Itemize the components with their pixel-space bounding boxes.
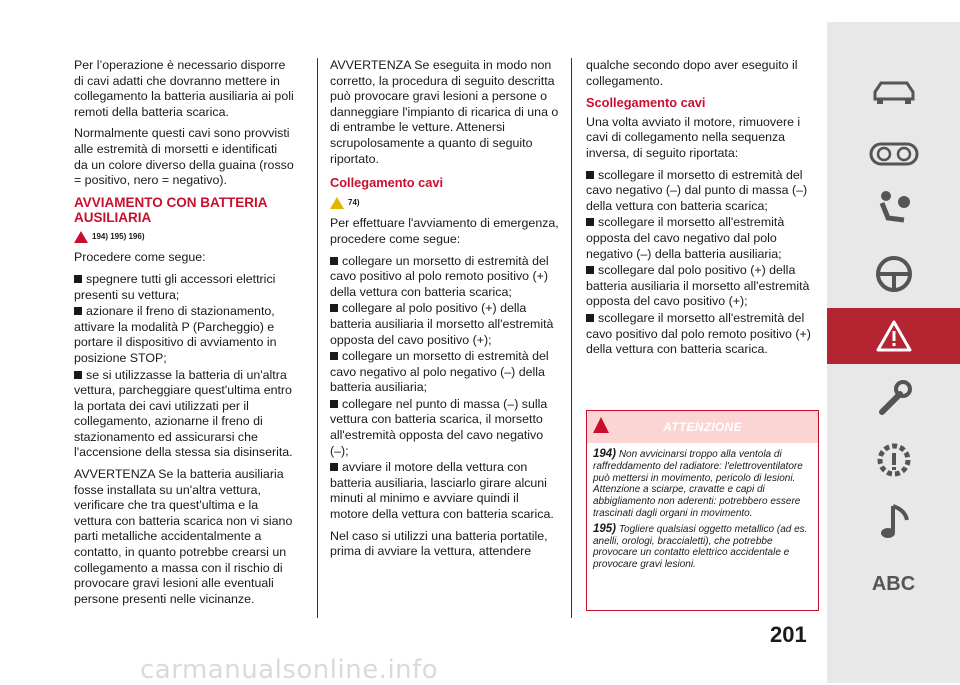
paragraph: Nel caso si utilizzi una batteria portatile, prima di avviare la vettura, attendere xyxy=(330,528,548,559)
paragraph: Normalmente questi cavi sono provvisti alle estremità di morsetti e identificati da un colore diverso della guaina (rosso = positivo, nero = negativo). xyxy=(74,126,294,188)
music-note-icon[interactable] xyxy=(827,494,960,550)
watermark: carmanualsonline.info xyxy=(140,655,439,685)
warning-refs xyxy=(330,195,560,211)
bullet-icon xyxy=(74,307,82,315)
bullet-icon xyxy=(586,218,594,226)
list-item: azionare il freno di stazionamento, attivare la modalità P (Parcheggio) e portare il dispositivo di avviamento in posizione STOP; xyxy=(74,304,277,365)
bullet-icon xyxy=(330,304,338,312)
procedure-list xyxy=(330,254,560,523)
bullet-icon xyxy=(330,400,338,408)
column-divider xyxy=(317,58,318,618)
list-item: scollegare il morsetto all'estremità del cavo positivo dal polo remoto positivo (+) della vettura con batteria scarica. xyxy=(586,310,811,357)
section-heading: Scollegamento cavi xyxy=(586,95,706,111)
warning-icon xyxy=(876,320,912,352)
list-item: scollegare dal polo positivo (+) della batteria ausiliaria il morsetto all'estremità opposta del cavo positivo (+); xyxy=(586,263,810,309)
list-item: spegnere tutti gli accessori elettrici presenti su vettura; xyxy=(74,271,276,302)
bullet-icon xyxy=(330,352,338,360)
paragraph: Per l’operazione è necessario disporre di cavi adatti che dovranno mettere in collegamento la batteria ausiliaria ai poli remoti della batteria scarica. xyxy=(74,58,294,119)
paragraph: AVVERTENZA Se la batteria ausiliaria fosse installata su un'altra vettura, verificare che tra quest'ultima e la vettura con batteria scarica non vi siano parti metalliche accidentalmente a contatto, in quanto potrebbe crearsi un collegamento a massa con il rischio di provocare gravi lesioni alle eventuali persone presenti nelle vicinanze. xyxy=(74,467,293,606)
list-item: se si utilizzasse la batteria di un'altra vettura, parcheggiare quest'ultima entro la portata dei cavi utilizzati per il collegamento, azionarne il freno di stazionamento ed assicurarsi che l'accensione della stessa sia disinserita. xyxy=(74,367,293,460)
column-1 xyxy=(74,58,294,613)
warning-refs xyxy=(74,229,294,245)
warning-chapter-tab[interactable] xyxy=(827,308,960,364)
dashboard-icon[interactable] xyxy=(827,126,960,182)
note-text: Togliere qualsiasi oggetto metallico (ad es. anelli, orologi, braccialetti), che potrebbe provocare un contatto elettrico accidentale e provocare gravi lesioni. xyxy=(593,523,808,571)
abc-label: ABC xyxy=(871,572,916,595)
paragraph: qualche secondo dopo aver eseguito il collegamento. xyxy=(586,58,798,88)
bullet-icon xyxy=(586,266,594,274)
procedure-list xyxy=(586,168,820,358)
bullet-icon xyxy=(586,171,594,179)
list-item: avviare il motore della vettura con batteria ausiliaria, lasciarlo girare alcuni minuti al minimo e avviare quindi il motore della vettura con batteria scarica. xyxy=(330,460,554,522)
paragraph: Una volta avviato il motore, rimuovere i cavi di collegamento nella sequenza inversa, di seguito riportata: xyxy=(586,114,801,160)
bullet-icon xyxy=(74,371,82,379)
note-number: 194) xyxy=(593,448,617,460)
note-text: Non avvicinarsi troppo alla ventola di raffreddamento del radiatore: l'elettroventilatore può mettersi in movimento, pericolo di lesioni. Attenzione a sciarpe, cravatte e capi di abbigliamento non aderenti: potrebbero essere trascinati dagli organi in movimento. xyxy=(593,449,803,519)
page-number: 201 xyxy=(770,622,807,647)
chapter-sidebar xyxy=(827,22,960,683)
bullet-icon xyxy=(586,314,594,322)
attention-note xyxy=(593,524,812,571)
warning-ref-text: 194) 195) 196) xyxy=(92,231,145,241)
bullet-icon xyxy=(330,463,338,471)
list-item: scollegare il morsetto di estremità del cavo negativo (–) dal punto di massa (–) della vettura con batteria scarica; xyxy=(586,167,808,213)
procedure-list xyxy=(74,272,294,461)
note-number: 195) xyxy=(593,522,617,535)
list-item: collegare nel punto di massa (–) sulla vettura con batteria scarica, il morsetto all'estremità opposta del cavo negativo (–); xyxy=(330,396,548,458)
section-heading: AVVIAMENTO CON BATTERIA AUSILIARIA xyxy=(74,194,268,225)
list-item: scollegare il morsetto all'estremità opposta del cavo negativo dal polo negativo (–) della batteria ausiliaria; xyxy=(586,215,785,261)
bullet-icon xyxy=(330,257,338,265)
section-heading: Collegamento cavi xyxy=(330,175,444,191)
airbag-seat-icon[interactable] xyxy=(827,180,960,236)
settings-icon[interactable] xyxy=(827,432,960,488)
list-item: collegare un morsetto di estremità del cavo positivo al polo remoto positivo (+) della vettura con batteria scarica; xyxy=(330,253,549,299)
paragraph: Procedere come segue: xyxy=(74,250,206,265)
attention-body xyxy=(587,443,818,581)
attention-header xyxy=(587,411,818,443)
column-divider xyxy=(571,58,572,618)
car-icon[interactable] xyxy=(827,64,960,120)
steering-wheel-icon[interactable] xyxy=(827,246,960,302)
warning-icon xyxy=(593,417,609,433)
attention-note xyxy=(593,449,812,520)
column-3 xyxy=(586,58,820,364)
paragraph: AVVERTENZA Se eseguita in modo non corretto, la procedura di seguito descritta può provocare gravi lesioni a persone o danneggiare l'impianto di ricarica di una o di entrambe le vetture. Attenersi scrupolosamente a quanto di seguito riportato. xyxy=(330,58,559,166)
attention-box xyxy=(586,410,819,611)
warning-icon xyxy=(74,231,88,243)
attention-title: ATTENZIONE xyxy=(663,420,742,434)
column-2 xyxy=(330,58,560,566)
list-item: collegare al polo positivo (+) della batteria ausiliaria il morsetto all'estremità opposta del cavo positivo (+); xyxy=(330,301,554,347)
paragraph: Per effettuare l'avviamento di emergenza, procedere come segue: xyxy=(330,216,559,246)
wrench-icon[interactable] xyxy=(827,370,960,426)
bullet-icon xyxy=(74,275,82,283)
warning-ref-text: 74) xyxy=(348,197,360,207)
caution-icon xyxy=(330,197,344,209)
abc-icon[interactable] xyxy=(827,556,960,612)
list-item: collegare un morsetto di estremità del cavo negativo al polo negativo (–) della batteria ausiliaria; xyxy=(330,349,549,395)
